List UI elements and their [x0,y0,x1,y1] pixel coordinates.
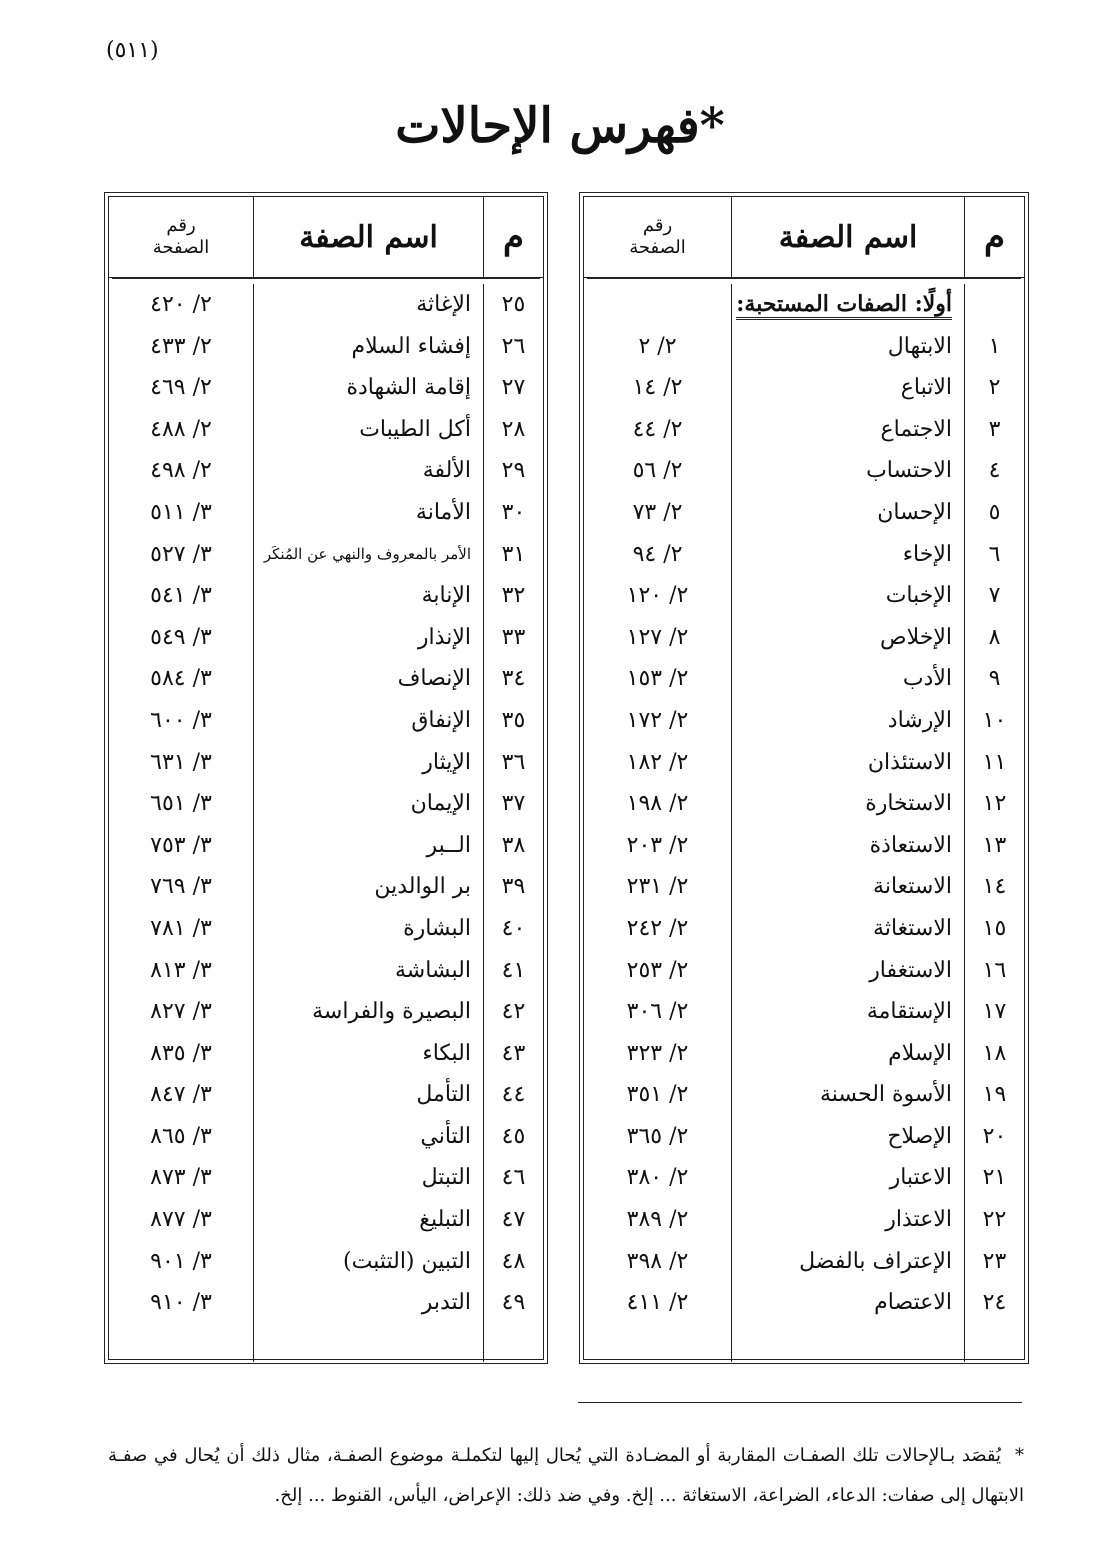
row-num: ٢٨ [501,416,526,442]
row-name: الإخاء [902,541,952,567]
row-num: ٤١ [501,957,526,983]
row-page: ٣/ ٥٤١ [150,583,212,609]
row-page: ٢/ ٣٩٨ [626,1248,689,1274]
row-name: الإنابة [421,583,471,609]
row-num: ٢١ [982,1165,1007,1191]
row-page: ٣/ ٩٠١ [150,1248,212,1274]
row-page: ٣/ ٧٥٣ [150,832,212,858]
row-name: أكل الطيبات [359,416,471,442]
row-num: ٦ [988,541,1001,567]
row-name: الاستعاذة [869,832,952,858]
row-num: ١٣ [982,832,1007,858]
row-page: ٣/ ٥١١ [150,499,212,525]
name-column [731,284,964,1362]
row-name: إقامة الشهادة [346,375,471,401]
row-page: ٢/ ١٤ [632,375,683,401]
row-page: ٢/ ٤٦٩ [150,375,212,401]
row-page: ٢/ ٣٥١ [626,1082,689,1108]
row-num: ٤٣ [501,1040,526,1066]
num-column [964,284,1024,1362]
row-name: الإستقامة [866,999,952,1025]
row-page: ٢/ ٤٢٠ [150,292,212,317]
row-num: ٢٣ [982,1248,1007,1274]
footnote [108,1436,1024,1516]
row-page: ٢/ ٣٨٠ [626,1165,689,1191]
row-name: الألفة [422,458,471,484]
section-heading: أولًا: الصفات المستحبة: [732,284,964,326]
row-name: الاعتصام [874,1290,952,1316]
row-name: التبتل [421,1165,471,1191]
row-name: الاستغاثة [873,915,952,941]
row-name: الأمانة [415,499,471,525]
row-num: ٣١ [501,541,526,567]
header-num: م [964,197,1024,277]
row-name: إفشاء السلام [351,333,471,359]
row-name: الإخبات [885,583,952,609]
row-name: الــبر [426,832,471,858]
row-num: ٣٤ [501,666,526,692]
row-num: ٢ [988,375,1001,401]
row-name: الإحسان [877,499,952,525]
row-name: التدبر [421,1290,471,1316]
header-page: رقم الصفحة [152,215,210,258]
row-num: ٣٥ [501,707,526,733]
row-page: ٣/ ٥٨٤ [150,666,212,692]
name-column [253,284,483,1362]
row-num: ٣٦ [501,749,526,775]
row-num: ١٧ [982,999,1007,1025]
row-page: ٣/ ٨٧٣ [150,1165,212,1191]
row-page: ٣/ ٨٦٥ [150,1123,212,1149]
row-page: ٣/ ٨٧٧ [150,1207,212,1233]
row-name: الأسوة الحسنة [819,1082,952,1108]
row-page: ٢/ ١٢٧ [626,624,689,650]
page-column [584,284,731,1362]
row-page: ٢/ ٧٣ [632,499,683,525]
row-num: ٤٨ [501,1248,526,1274]
row-name: الاحتساب [866,458,952,484]
row-num: ١٢ [982,791,1007,817]
row-num: ١٩ [982,1082,1007,1108]
row-page: ٣/ ٦٣١ [150,749,212,775]
row-page: ٣/ ٥٢٧ [150,541,212,567]
row-num: ٤٠ [501,915,526,941]
row-name: الإيثار [422,749,471,775]
header-name: اسم الصفة [731,197,964,277]
row-page: ٢/ ٢٠٣ [626,832,689,858]
row-name: الأمر بالمعروف والنهي عن المُنكَر [263,544,471,563]
row-num: ٣٢ [501,583,526,609]
row-page: ٢/ ٣٦٥ [626,1123,689,1149]
table-header [584,197,1024,278]
row-page: ٣/ ٧٨١ [150,915,212,941]
row-num: ٢٩ [501,458,526,484]
row-name: الإخلاص [880,624,952,650]
row-num: ٣٣ [501,624,526,650]
row-num: ٨ [988,624,1001,650]
row-page: ٢/ ١٥٣ [626,666,689,692]
row-page: ٢/ ٤٨٨ [150,416,212,442]
row-name: الإيمان [410,791,471,817]
row-page: ٢/ ٩٤ [632,541,683,567]
row-num: ٢٦ [501,333,526,359]
row-name: الاستغفار [869,957,952,983]
row-name: التأمل [416,1082,471,1108]
page-number: (٥١١) [106,38,159,63]
row-name: البكاء [422,1040,471,1066]
row-page: ٢/ ٤٤ [632,416,683,442]
row-name: البشارة [403,915,471,941]
row-num: ٢٠ [982,1123,1007,1149]
row-name: الإنفاق [411,707,471,733]
row-name: التبين (التثبت) [343,1248,471,1274]
header-name: اسم الصفة [253,197,483,277]
page-column [109,284,253,1362]
row-num: ١ [988,333,1001,359]
row-name: البصيرة والفراسة [312,999,471,1025]
row-name: التبليغ [419,1207,471,1233]
row-num: ٤٧ [501,1207,526,1233]
row-num: ١٠ [982,707,1007,733]
header-num: م [483,197,543,277]
row-page: ٣/ ٧٦٩ [150,874,212,900]
row-num: ٤٢ [501,999,526,1025]
row-name: الإرشاد [887,707,952,733]
index-table-right [583,196,1025,1360]
row-page: ٢/ ١٨٢ [626,749,689,775]
row-num: ٣٧ [501,791,526,817]
row-page: ٢/ ٢٤٢ [626,915,689,941]
row-num: ١٦ [982,957,1007,983]
row-name: الإغاثة [416,292,471,317]
row-page: ٣/ ٨٣٥ [150,1040,212,1066]
row-page: ٢/ ٣٢٣ [626,1040,689,1066]
row-num: ١١ [982,749,1007,775]
row-page: ٣/ ٨٢٧ [150,999,212,1025]
row-num: ١٤ [982,874,1007,900]
row-num: ٤ [988,458,1001,484]
num-column [483,284,543,1362]
row-name: الاعتذار [885,1207,952,1233]
row-page: ٢/ ٤٣٣ [150,333,212,359]
row-page: ٢/ ٢٥٣ [626,957,689,983]
row-num: ٣٠ [501,499,526,525]
row-name: الإنذار [417,624,471,650]
row-page: ٢/ ٢ [638,333,677,359]
page-title: فهرس الإحالات* [395,98,725,154]
row-name: الاتباع [900,375,952,401]
row-page: ٣/ ٩١٠ [150,1290,212,1316]
row-num: ٣٩ [501,874,526,900]
row-num: ٧ [988,583,1001,609]
row-page: ٢/ ٤٩٨ [150,458,212,484]
row-page: ٣/ ٦٥١ [150,791,212,817]
row-name: بر الوالدين [374,874,471,900]
row-num: ٣ [988,416,1001,442]
header-page: رقم الصفحة [629,215,686,258]
row-num: ١٨ [982,1040,1007,1066]
footnote-divider [578,1402,1022,1403]
row-name: الإنصاف [397,666,471,692]
row-num: ٢٢ [982,1207,1007,1233]
row-page: ٢/ ٣٠٦ [626,999,689,1025]
table-header [109,197,543,278]
row-num: ٤٥ [501,1123,526,1149]
row-num: ٢٤ [982,1290,1007,1316]
row-page: ٢/ ٣٨٩ [626,1207,689,1233]
row-name: التأني [420,1123,471,1149]
row-page: ٢/ ٥٦ [632,458,683,484]
row-name: الإسلام [888,1040,952,1066]
row-name: البشاشة [394,957,471,983]
row-name: الأدب [902,666,952,692]
row-page: ٢/ ١٢٠ [626,583,689,609]
table-body [584,284,1024,1362]
row-num: ٩ [988,666,1001,692]
row-name: الاعتبار [889,1165,952,1191]
row-num: ٤٩ [501,1290,526,1316]
table-body [109,284,543,1362]
row-num: ١٥ [982,915,1007,941]
row-page: ٢/ ٢٣١ [626,874,689,900]
row-num: ٢٥ [501,292,526,317]
row-name: الاستخارة [865,791,952,817]
row-page: ٣/ ٨١٣ [150,957,212,983]
row-name: الاستعانة [873,874,952,900]
row-name: الاستئذان [867,749,952,775]
index-table-left [108,196,544,1360]
row-page: ٣/ ٥٤٩ [150,624,212,650]
row-name: الابتهال [887,333,952,359]
row-page: ٢/ ٤١١ [626,1290,689,1316]
row-num: ٤٤ [501,1082,526,1108]
row-num: ٢٧ [501,375,526,401]
row-num: ٥ [988,499,1001,525]
row-page: ٢/ ١٩٨ [626,791,689,817]
row-name: الإعتراف بالفضل [799,1248,952,1274]
row-page: ٣/ ٦٠٠ [150,707,212,733]
row-name: الإصلاح [887,1123,952,1149]
footnote-mark: * [1015,1445,1024,1466]
row-num: ٣٨ [501,832,526,858]
row-page: ٢/ ١٧٢ [626,707,689,733]
row-page: ٣/ ٨٤٧ [150,1082,212,1108]
row-num: ٤٦ [501,1165,526,1191]
footnote-text: يُقصَد بـالإحالات تلك الصفـات المقاربة أو المضـادة التي يُحال إليها لتكملـة موضوع الصفـة، مثال ذلك أن يُحال في صفـة الابتهال إلى صفات: الدعاء، الضراعة، الاستغاثة ... إلخ. وفي ضد ذلك: الإعراض، اليأس، القنوط ... إلخ. [108,1445,1024,1506]
row-name: الاجتماع [880,416,952,442]
